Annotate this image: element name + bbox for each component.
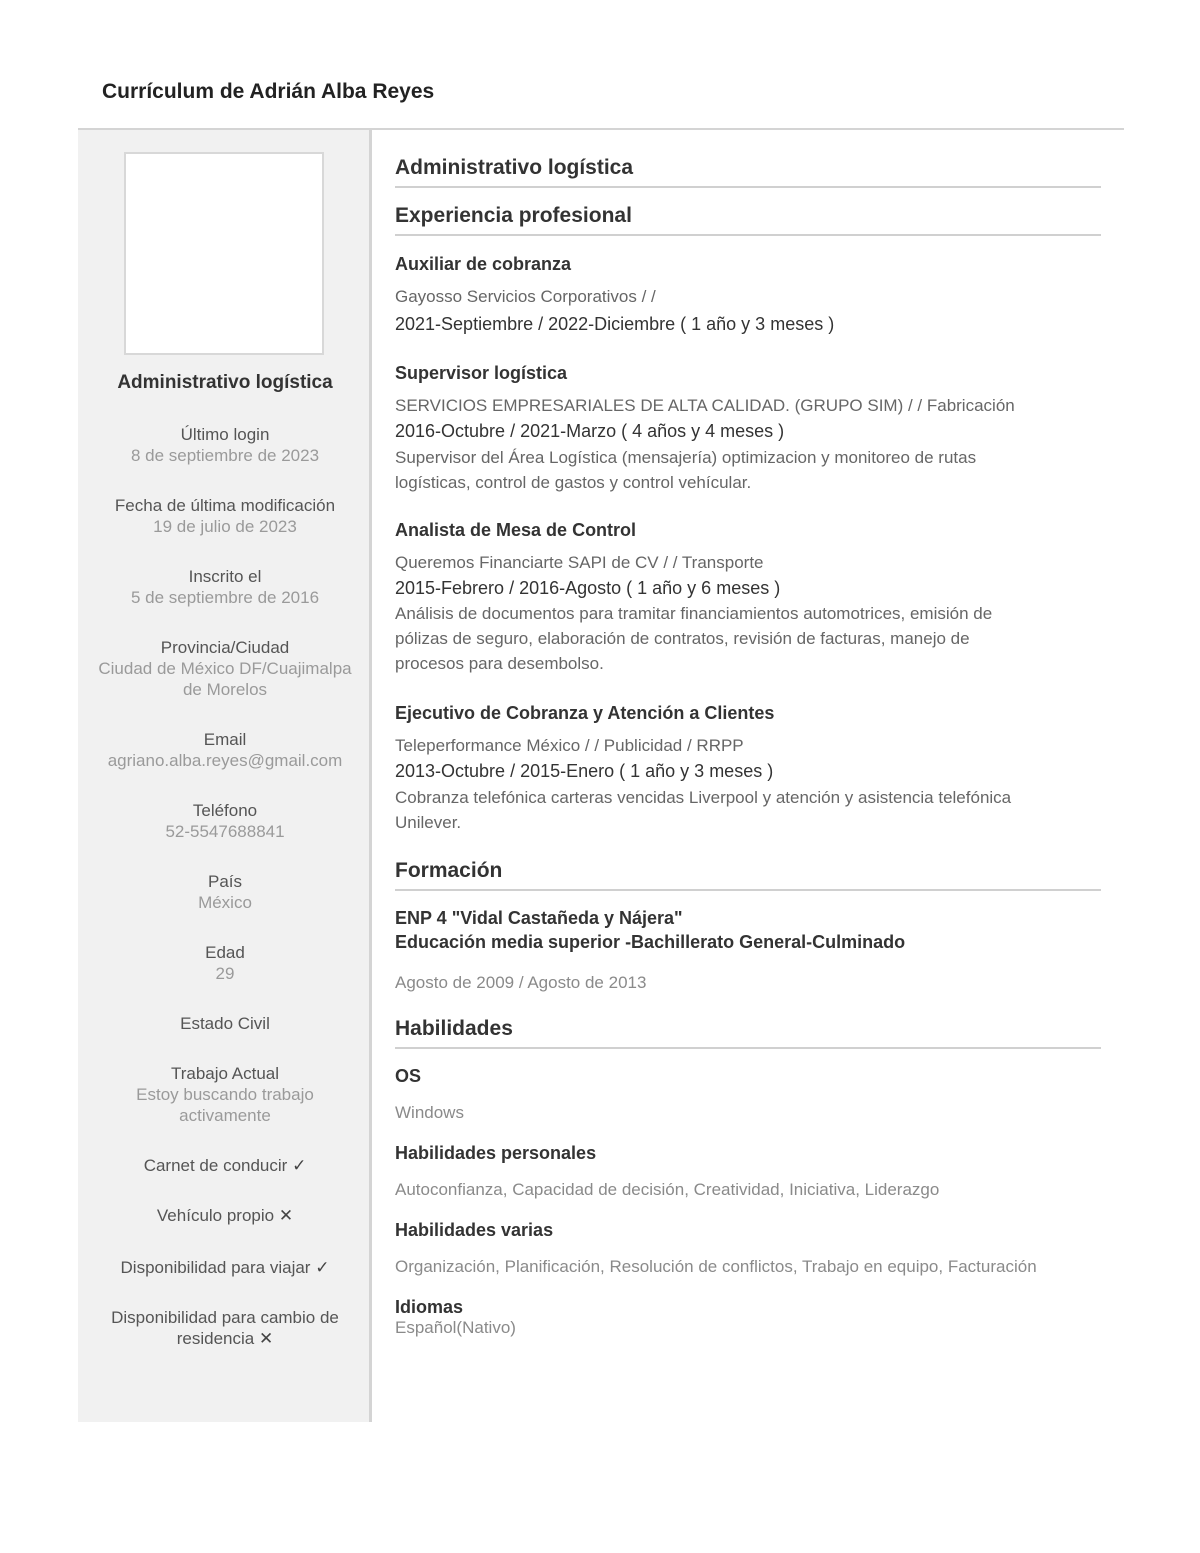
job-title: Analista de Mesa de Control	[395, 520, 637, 540]
field-label: Email	[203, 730, 247, 749]
field-label: Carnet de conducir	[143, 1156, 288, 1175]
field-label: Provincia/Ciudad	[160, 638, 290, 657]
languages-items: Español(Nativo)	[395, 1318, 516, 1337]
sidebar-headline: Administrativo logística	[117, 372, 333, 393]
field-value: 8 de septiembre de 2023	[130, 446, 320, 465]
field-value: de Morelos	[182, 680, 268, 699]
job-entry	[395, 254, 1101, 335]
section-title-education: Formación	[395, 859, 1101, 891]
description-line: procesos para desembolso.	[395, 654, 604, 673]
description-line: pólizas de seguro, elaboración de contratos, revisión de facturas, manejo de	[395, 629, 970, 648]
skill-group-items: Autoconfianza, Capacidad de decisión, Creatividad, Iniciativa, Liderazgo	[395, 1180, 940, 1199]
job-description	[395, 445, 1101, 495]
job-company: Teleperformance México / / Publicidad / RRPP	[395, 736, 744, 755]
field-location	[78, 618, 372, 710]
field-registered	[78, 547, 372, 618]
field-label: Inscrito el	[188, 567, 262, 586]
description-line: Supervisor del Área Logística (mensajería) optimizacion y monitoreo de rutas	[395, 448, 977, 467]
skill-group-title: OS	[395, 1066, 422, 1086]
job-dates: 2015-Febrero / 2016-Agosto ( 1 año y 6 meses )	[395, 578, 781, 598]
job-entry	[395, 520, 1101, 676]
languages-group	[395, 1297, 1101, 1338]
job-dates: 2016-Octubre / 2021-Marzo ( 4 años y 4 meses )	[395, 421, 785, 441]
job-title: Supervisor logística	[395, 363, 568, 383]
skill-group-items: Organización, Planificación, Resolución de conflictos, Trabajo en equipo, Facturación	[395, 1257, 1037, 1276]
field-label: País	[207, 872, 243, 891]
job-description	[395, 785, 1101, 835]
profile-photo	[124, 152, 324, 355]
field-civil-status	[78, 994, 372, 1044]
check-icon: ✓	[292, 1156, 307, 1175]
check-icon: ✓	[315, 1258, 330, 1277]
field-value: Estoy buscando trabajo	[136, 1085, 314, 1104]
field-value: 5 de septiembre de 2016	[130, 588, 320, 607]
section-title-experience: Experiencia profesional	[395, 204, 1101, 236]
field-own-vehicle	[78, 1186, 372, 1238]
field-label: Vehículo propio	[156, 1206, 275, 1225]
cross-icon: ✕	[258, 1329, 274, 1348]
field-country	[78, 852, 372, 923]
skill-group-title: Habilidades varias	[395, 1220, 554, 1240]
job-entry	[395, 363, 1101, 495]
field-last-login	[78, 424, 372, 476]
description-line: Cobranza telefónica carteras vencidas Liverpool y atención y asistencia telefónica	[395, 788, 1012, 807]
field-label: Edad	[205, 943, 245, 962]
degree-name: Educación media superior -Bachillerato General-Culminado	[395, 932, 906, 952]
job-title: Auxiliar de cobranza	[395, 254, 572, 274]
field-label: Trabajo Actual	[170, 1064, 280, 1083]
job-company: SERVICIOS EMPRESARIALES DE ALTA CALIDAD. (GRUPO SIM) / / Fabricación	[395, 396, 1015, 415]
field-value: 19 de julio de 2023	[153, 517, 297, 536]
field-last-modified	[78, 476, 372, 547]
field-label: Último login	[180, 425, 270, 444]
field-label: Disponibilidad para viajar	[120, 1258, 311, 1277]
main-headline: Administrativo logística	[395, 156, 1101, 188]
field-value: México	[198, 893, 252, 912]
skill-group	[395, 1220, 1101, 1277]
cross-icon: ✕	[278, 1206, 294, 1225]
field-label: Disponibilidad para cambio de	[111, 1308, 339, 1327]
school-name: ENP 4 "Vidal Castañeda y Nájera"	[395, 908, 683, 928]
languages-title: Idiomas	[395, 1297, 464, 1317]
field-email	[78, 710, 372, 781]
field-current-job	[78, 1044, 372, 1136]
description-line: Análisis de documentos para tramitar financiamientos automotrices, emisión de	[395, 604, 993, 623]
field-relocation	[78, 1288, 372, 1359]
job-dates: 2013-Octubre / 2015-Enero ( 1 año y 3 meses )	[395, 761, 774, 781]
field-label: Fecha de última modificación	[114, 496, 336, 515]
job-dates: 2021-Septiembre / 2022-Diciembre ( 1 año y 3 meses )	[395, 314, 835, 334]
field-value: 29	[215, 964, 235, 983]
education-entry	[395, 908, 1101, 993]
field-label: Estado Civil	[180, 1014, 270, 1033]
education-dates: Agosto de 2009 / Agosto de 2013	[395, 973, 647, 992]
field-label: residencia	[176, 1329, 255, 1348]
job-entry	[395, 703, 1101, 835]
field-phone	[78, 781, 372, 852]
section-title-skills: Habilidades	[395, 1017, 1101, 1049]
field-value: Ciudad de México DF/Cuajimalpa	[98, 659, 352, 678]
field-value: activamente	[179, 1106, 271, 1125]
job-company: Gayosso Servicios Corporativos / /	[395, 287, 656, 306]
skill-group	[395, 1143, 1101, 1200]
profile-sidebar	[78, 130, 372, 1422]
description-line: Unilever.	[395, 813, 462, 832]
field-label: Teléfono	[192, 801, 258, 820]
email-value[interactable]: agriano.alba.reyes@gmail.com	[107, 751, 343, 770]
job-title: Ejecutivo de Cobranza y Atención a Clientes	[395, 703, 775, 723]
resume-main	[395, 130, 1101, 1338]
profile-fields	[78, 424, 372, 1359]
document-title: Currículum de Adrián Alba Reyes	[102, 80, 435, 103]
job-description	[395, 601, 1101, 676]
job-company: Queremos Financiarte SAPI de CV / / Transporte	[395, 553, 764, 572]
skill-group-items: Windows	[395, 1103, 464, 1122]
description-line: logísticas, control de gastos y control vehícular.	[395, 473, 752, 492]
skill-group-title: Habilidades personales	[395, 1143, 597, 1163]
field-age	[78, 923, 372, 994]
field-driving-license	[78, 1136, 372, 1186]
skill-group	[395, 1066, 1101, 1123]
phone-value: 52-5547688841	[165, 822, 285, 841]
field-travel	[78, 1238, 372, 1288]
